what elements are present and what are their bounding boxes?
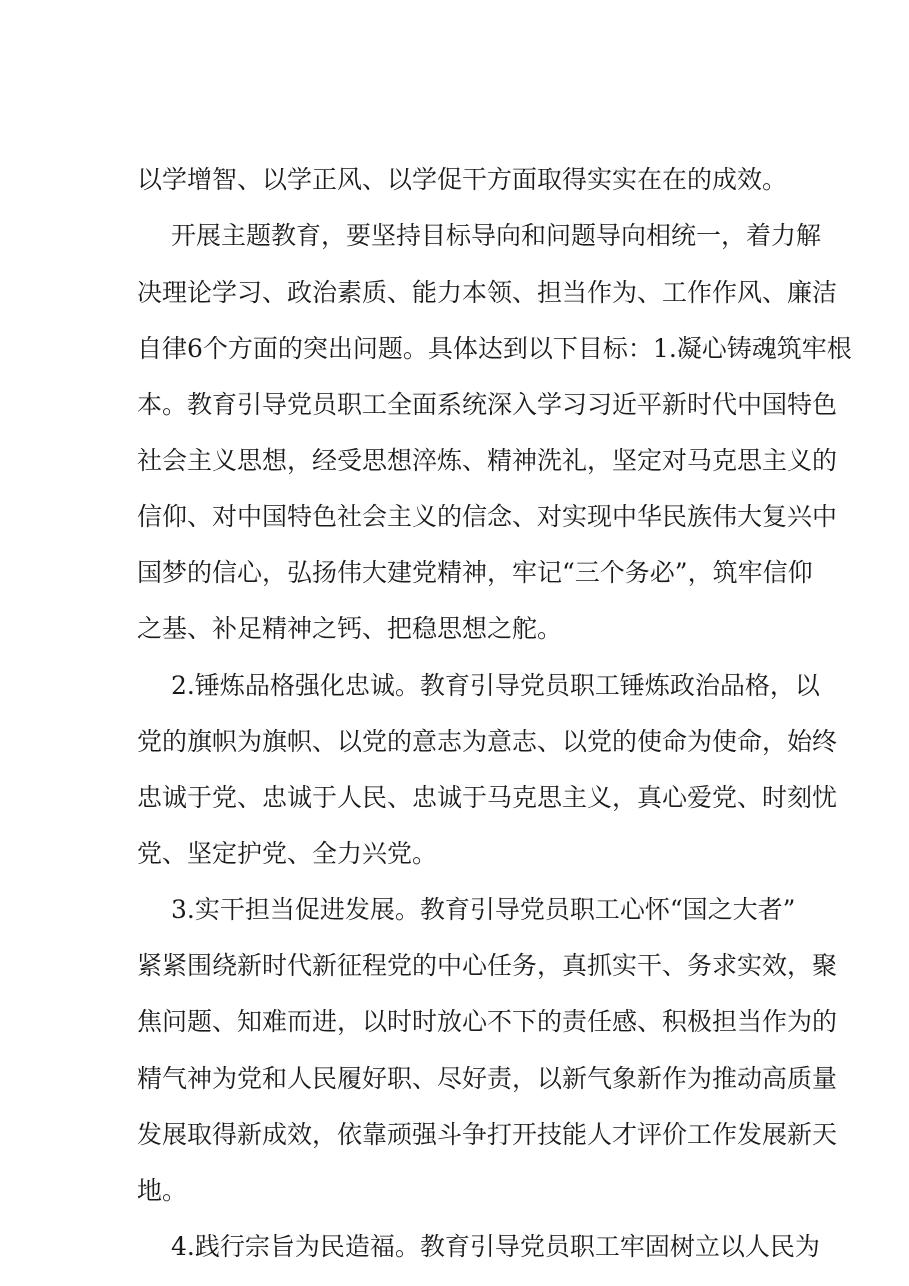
paragraph-start-line: 4.践行宗旨为民造福。教育引导党员职工牢固树立以人民为: [171, 1232, 820, 1261]
text-line: 决理论学习、政治素质、能力本领、担当作为、工作作风、廉洁: [137, 278, 838, 307]
text-line: 忠诚于党、忠诚于人民、忠诚于马克思主义，真心爱党、时刻忧: [137, 783, 838, 812]
text-line: 焦问题、知难而进，以时时放心不下的责任感、积极担当作为的: [137, 1007, 838, 1036]
paragraph-start-line: 开展主题教育，要坚持目标导向和问题导向相统一，着力解: [171, 221, 822, 250]
text-line: 地。: [137, 1176, 188, 1205]
text-line: 以学增智、以学正风、以学促干方面取得实实在在的成效。: [137, 165, 788, 194]
text-line: 国梦的信心，弘扬伟大建党精神，牢记“三个务必”，筑牢信仰: [137, 558, 813, 587]
text-line: 党、坚定护党、全力兴党。: [137, 839, 438, 868]
text-line: 党的旗帜为旗帜、以党的意志为意志、以党的使命为使命，始终: [137, 727, 838, 756]
text-line: 紧紧围绕新时代新征程党的中心任务，真抓实干、务求实效，聚: [137, 951, 838, 980]
text-line: 精气神为党和人民履好职、尽好责，以新气象新作为推动高质量: [137, 1064, 838, 1093]
text-line: 发展取得新成效，依靠顽强斗争打开技能人才评价工作发展新天: [137, 1120, 838, 1149]
text-line: 本。教育引导党员职工全面系统深入学习习近平新时代中国特色: [137, 390, 838, 419]
paragraph-start-line: 3.实干担当促进发展。教育引导党员职工心怀“国之大者”: [171, 895, 796, 924]
text-line: 信仰、对中国特色社会主义的信念、对实现中华民族伟大复兴中: [137, 502, 838, 531]
text-line: 社会主义思想，经受思想淬炼、精神洗礼，坚定对马克思主义的: [137, 446, 838, 475]
text-line: 之基、补足精神之钙、把稳思想之舵。: [137, 614, 563, 643]
text-line: 自律6个方面的突出问题。具体达到以下目标：1.凝心铸魂筑牢根: [137, 334, 852, 363]
paragraph-start-line: 2.锤炼品格强化忠诚。教育引导党员职工锤炼政治品格，以: [171, 671, 820, 700]
